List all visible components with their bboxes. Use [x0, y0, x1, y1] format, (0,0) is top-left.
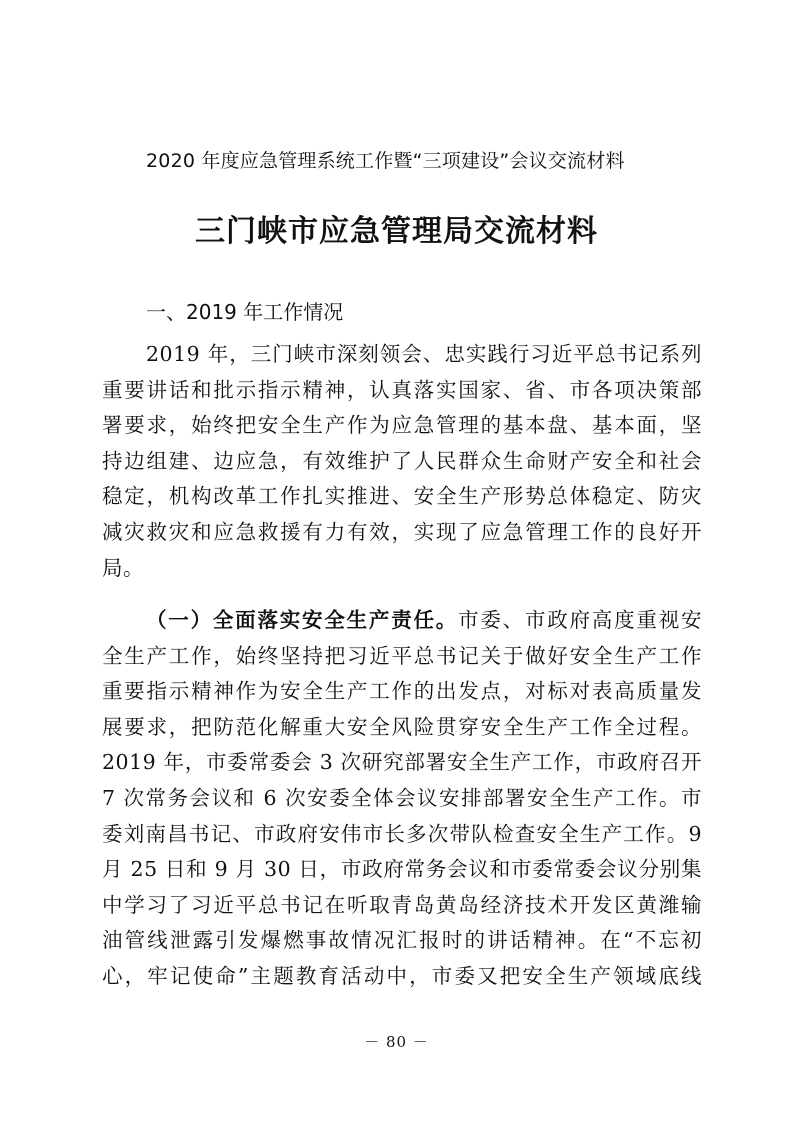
paragraph-line: 月 25 日和 9 月 30 日，市政府常务会议和市委常委会议分别集: [102, 857, 702, 882]
paragraph-line: 委刘南昌书记、市政府安伟市长多次带队检查安全生产工作。9: [102, 821, 702, 846]
paragraph-lead: （一）全面落实安全生产责任。: [146, 608, 459, 632]
paragraph-line: 2019 年，三门峡市深刻领会、忠实践行习近平总书记系列: [146, 342, 702, 366]
document-title: 三门峡市应急管理局交流材料: [195, 214, 598, 249]
page-number: － 80 －: [364, 1033, 429, 1051]
paragraph-line: 全生产工作，始终坚持把习近平总书记关于做好安全生产工作: [102, 643, 702, 668]
paragraph-2: [102, 603, 702, 995]
paragraph-line: 展要求，把防范化解重大安全风险贯穿安全生产工作全过程。: [102, 714, 702, 739]
paragraph-line: 2019 年，市委常委会 3 次研究部署安全生产工作，市政府召开: [102, 750, 702, 775]
paragraph-line: 持边组建、边应急，有效维护了人民群众生命财产安全和社会: [102, 448, 702, 473]
paragraph-line: 重要指示精神作为安全生产工作的出发点，对标对表高质量发: [102, 679, 702, 704]
paragraph-line: 减灾救灾和应急救援有力有效，实现了应急管理工作的良好开: [102, 519, 702, 544]
paragraph-line: 署要求，始终把安全生产作为应急管理的基本盘、基本面，坚: [102, 413, 702, 438]
document-header: 2020 年度应急管理系统工作暨“三项建设”会议交流材料: [146, 150, 625, 172]
paragraph-line-rest: 市委、市政府高度重视安: [458, 608, 703, 632]
section-heading: 一、2019 年工作情况: [146, 300, 344, 324]
paragraph-1: [102, 337, 702, 586]
paragraph-line: [102, 603, 702, 639]
paragraph-line: 7 次常务会议和 6 次安委全体会议安排部署安全生产工作。市: [102, 785, 702, 810]
paragraph-line: 重要讲话和批示指示精神，认真落实国家、省、市各项决策部: [102, 377, 702, 402]
paragraph-line: 油管线泄露引发爆燃事故情况汇报时的讲话精神。在“不忘初: [102, 928, 702, 953]
paragraph-line: 心，牢记使命”主题教育活动中，市委又把安全生产领域底线: [102, 963, 702, 988]
paragraph-line: 局。: [102, 555, 144, 580]
paragraph-line: 中学习了习近平总书记在听取青岛黄岛经济技术开发区黄潍输: [102, 892, 702, 917]
paragraph-line: 稳定，机构改革工作扎实推进、安全生产形势总体稳定、防灾: [102, 484, 702, 509]
